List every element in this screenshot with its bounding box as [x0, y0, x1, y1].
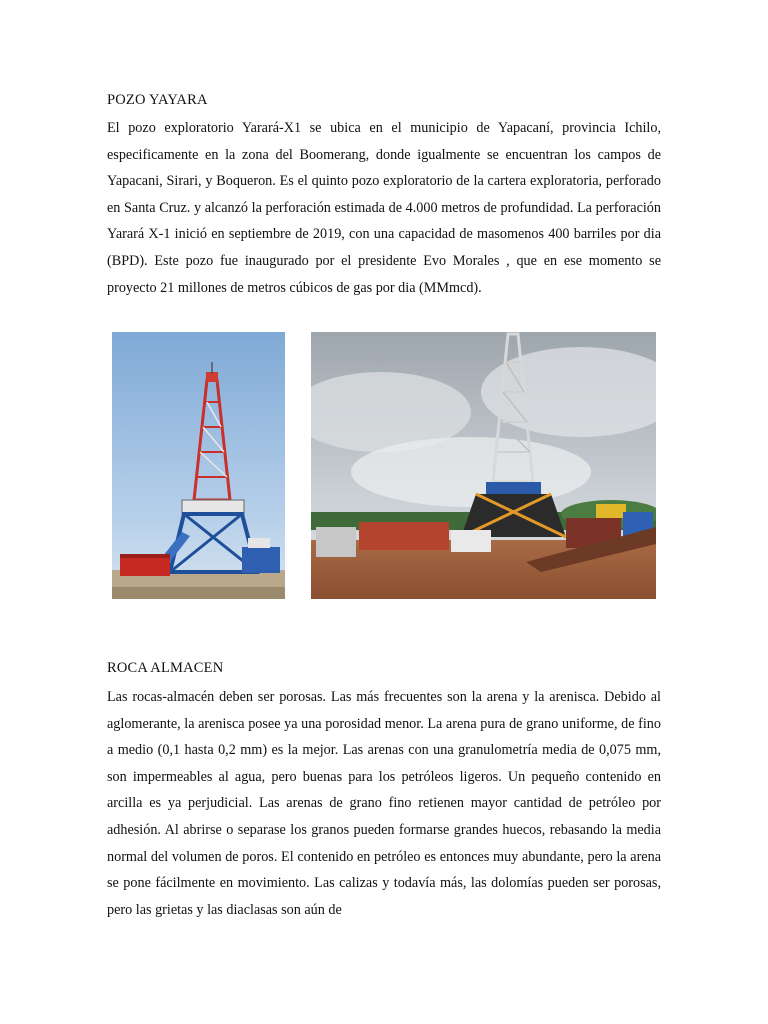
drilling-site-photo	[311, 332, 656, 599]
section-paragraph-pozo-yayara: El pozo exploratorio Yarará-X1 se ubica en el municipio de Yapacaní, provincia Ichilo, especificamente en la zona del Boomerang, donde igualmente se encuentran los campos de Yapacani, Sirari, y Boqueron. Es el quinto pozo exploratorio de la cartera exploratoria, perforado en Santa Cruz. y alcanzó la perforación estimada de 4.000 metros de profundidad. La perforación Yarará X-1 inició en septiembre de 2019, con una capacidad de masomenos 400 barriles por dia (BPD). Este pozo fue inaugurado por el presidente Evo Morales , que en ese momento se proyecto 21 millones de metros cúbicos de gas por dia (MMmcd).	[107, 120, 661, 296]
section-title-pozo-yayara: POZO YAYARA	[107, 92, 208, 108]
drilling-rig-photo	[112, 332, 285, 599]
section-title-roca-almacen: ROCA ALMACEN	[107, 660, 224, 676]
section-paragraph-roca-almacen: Las rocas-almacén deben ser porosas. Las más frecuentes son la arena y la arenisca. Debido al aglomerante, la arenisca posee ya una porosidad menor. La arena pura de grano uniforme, de fino a medio (0,1 hasta 0,2 mm) es la mejor. Las arenas con una granulometría media de 0,075 mm, son impermeables al agua, pero buenas para los petróleos ligeros. Un pequeño contenido en arcilla es ya perjudicial. Las arenas de grano fino retienen mayor cantidad de petróleo por adhesión. Al abrirse o separase los granos pueden formarse grandes huecos, rebasando la media normal del volumen de poros. El contenido en petróleo es entonces muy abundante, pero la arena se pone fácilmente en movimiento. Las calizas y todavía más, las dolomías pueden ser porosas, pero las grietas y las diaclasas son aún de	[107, 689, 661, 918]
